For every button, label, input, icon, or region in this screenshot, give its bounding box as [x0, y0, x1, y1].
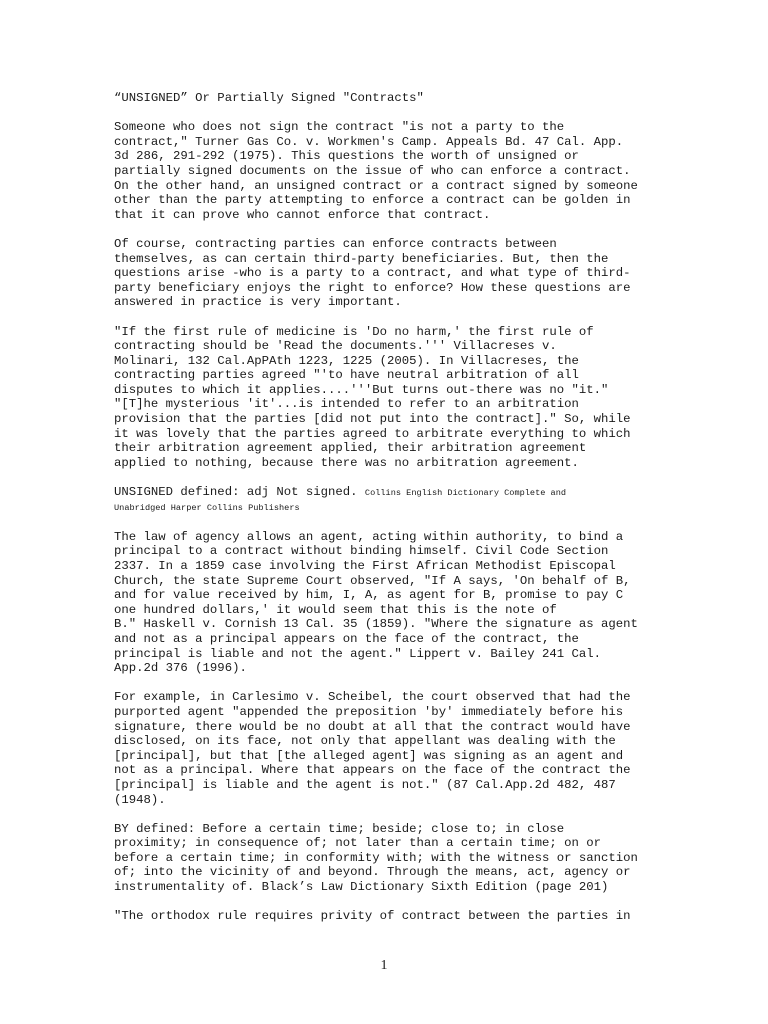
- text-line: contracting parties agreed "'to have neutral arbitration of all: [114, 368, 579, 383]
- definition-source: Collins English Dictionary Complete and: [364, 488, 567, 499]
- text-line: 3d 286, 291-292 (1975). This questions the worth of unsigned or: [114, 149, 579, 164]
- text-line: before a certain time; in conformity with; with the witness or sanction: [114, 850, 638, 865]
- text-line: (1948).: [114, 792, 166, 807]
- text-line: B." Haskell v. Cornish 13 Cal. 35 (1859). "Where the signature as agent: [114, 617, 638, 632]
- text-line: partially signed documents on the issue of who can enforce a contract.: [114, 163, 631, 178]
- text-line: one hundred dollars,' it would seem that this is the note of: [114, 602, 557, 617]
- text-line: it was lovely that the parties agreed to arbitrate everything to which: [114, 426, 631, 441]
- text-line: disputes to which it applies....'''But turns out-there was no "it.": [114, 382, 609, 397]
- text-line: and for value received by him, I, A, as agent for B, promise to pay C: [114, 588, 624, 603]
- paragraph-carlesimo: [114, 690, 654, 807]
- definition-by: [114, 822, 654, 895]
- paragraph-villacreses: [114, 325, 654, 471]
- text-line: [principal] is liable and the agent is not." (87 Cal.App.2d 482, 487: [114, 777, 616, 792]
- text-line: proximity; in consequence of; not later than a certain time; on or: [114, 836, 602, 851]
- text-line: of; into the vicinity of and beyond. Through the means, act, agency or: [114, 865, 631, 880]
- text-line: applied to nothing, because there was no arbitration agreement.: [114, 455, 579, 470]
- text-line: signature, there would be no doubt at all that the contract would have: [114, 719, 631, 734]
- text-line: Church, the state Supreme Court observed, "If A says, 'On behalf of B,: [114, 573, 631, 588]
- text-line: party beneficiary enjoys the right to enforce? How these questions are: [114, 280, 631, 295]
- text-line: contracting should be 'Read the documents.''' Villacreses v.: [114, 339, 557, 354]
- text-line: questions arise -who is a party to a contract, and what type of third-: [114, 266, 631, 281]
- definition-source-continued: Unabridged Harper Collins Publishers: [114, 502, 300, 513]
- text-line: principal is liable and not the agent." Lippert v. Bailey 241 Cal.: [114, 646, 602, 661]
- text-line: BY defined: Before a certain time; beside; close to; in close: [114, 821, 565, 836]
- definition-unsigned: [114, 485, 654, 515]
- text-line: answered in practice is very important.: [114, 295, 402, 310]
- text-line: App.2d 376 (1996).: [114, 661, 247, 676]
- text-line: purported agent "appended the preposition 'by' immediately before his: [114, 704, 624, 719]
- text-line: instrumentality of. Black’s Law Dictionary Sixth Edition (page 201): [114, 880, 609, 895]
- text-line: Someone who does not sign the contract "is not a party to the: [114, 120, 565, 135]
- text-line: Molinari, 132 Cal.ApPAth 1223, 1225 (2005). In Villacreses, the: [114, 353, 579, 368]
- definition-line: [114, 485, 654, 501]
- text-line: provision that the parties [did not put into the contract]." So, while: [114, 412, 631, 427]
- document-title: “UNSIGNED” Or Partially Signed "Contracts": [114, 91, 424, 105]
- text-line: On the other hand, an unsigned contract or a contract signed by someone: [114, 178, 638, 193]
- paragraph-contracting-parties: [114, 237, 654, 310]
- text-line: other than the party attempting to enforce a contract can be golden in: [114, 193, 631, 208]
- document-page: [114, 91, 654, 938]
- text-line: For example, in Carlesimo v. Scheibel, the court observed that had the: [114, 690, 631, 705]
- text-line: contract," Turner Gas Co. v. Workmen's Camp. Appeals Bd. 47 Cal. App.: [114, 134, 624, 149]
- text-line: The law of agency allows an agent, acting within authority, to bind a: [114, 529, 624, 544]
- text-line: "If the first rule of medicine is 'Do no harm,' the first rule of: [114, 324, 594, 339]
- definition-text: UNSIGNED defined: adj Not signed.: [114, 485, 365, 500]
- text-line: not as a principal. Where that appears on the face of the contract the: [114, 763, 631, 778]
- text-line: 2337. In a 1859 case involving the First African Methodist Episcopal: [114, 559, 616, 573]
- text-line: disclosed, on its face, not only that appellant was dealing with the: [114, 734, 616, 749]
- text-line: [principal], but that [the alleged agent] was signing as an agent and: [114, 748, 624, 763]
- text-line: that it can prove who cannot enforce that contract.: [114, 207, 491, 222]
- paragraph-law-of-agency: [114, 530, 654, 676]
- paragraph-orthodox-rule: [114, 909, 654, 924]
- text-line: their arbitration agreement applied, their arbitration agreement: [114, 441, 587, 456]
- page-number: 1: [380, 958, 388, 973]
- text-line: Of course, contracting parties can enforce contracts between: [114, 236, 557, 251]
- text-line: and not as a principal appears on the face of the contract, the: [114, 631, 579, 646]
- text-line: "[T]he mysterious 'it'...is intended to refer to an arbitration: [114, 397, 579, 412]
- text-line: principal to a contract without binding himself. Civil Code Section: [114, 544, 609, 559]
- text-line: "The orthodox rule requires privity of contract between the parties in: [114, 909, 631, 924]
- text-line: themselves, as can certain third-party beneficiaries. But, then the: [114, 251, 609, 266]
- paragraph-unsigned-party: [114, 120, 654, 222]
